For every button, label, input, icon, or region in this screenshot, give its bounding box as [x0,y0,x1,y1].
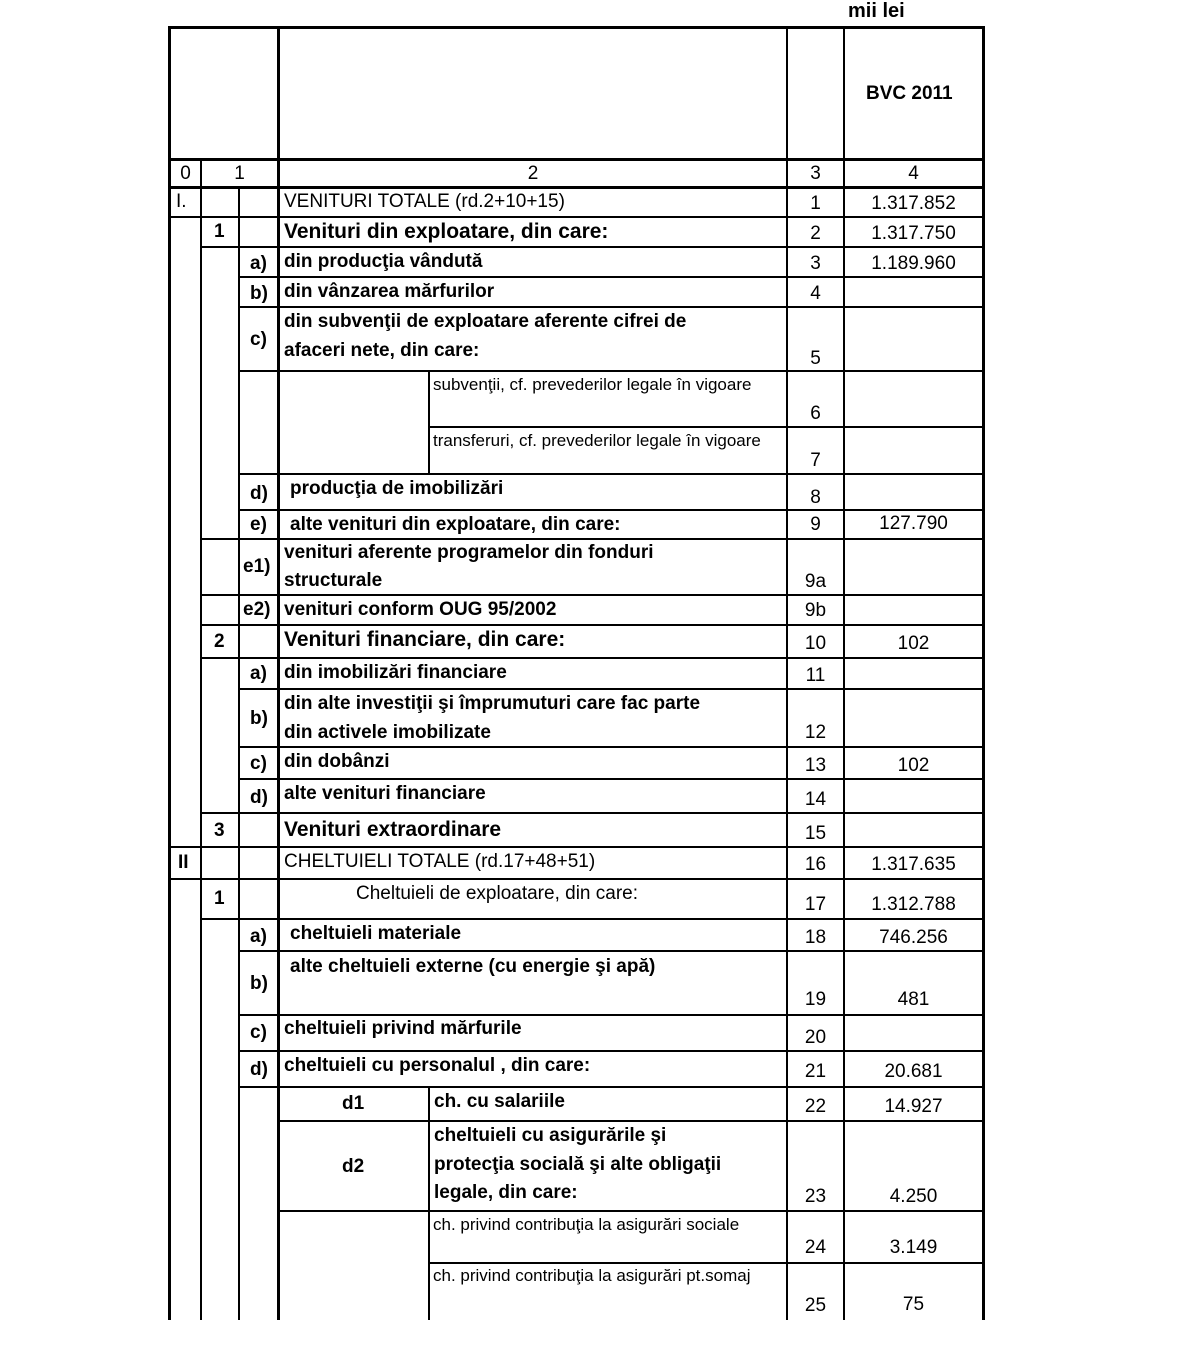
row-label: structurale [284,570,383,591]
header-num-3: 3 [810,163,821,184]
row-label: producţia de imobilizări [290,478,504,499]
row-index: 1 [214,221,225,242]
row-label: transferuri, cf. prevederilor legale în vigoare [433,431,761,450]
row-value: 127.790 [879,513,948,534]
col-line-sub1 [428,372,430,474]
col-line-c [277,26,280,1320]
row-nr: 9 [810,514,821,535]
row-sub-index: d1 [342,1093,365,1114]
row-value: 481 [897,989,930,1010]
row-label: din activele imobilizate [284,722,491,743]
row-line [200,812,984,814]
header-num-1: 1 [234,163,245,184]
row-letter: c) [250,753,267,774]
row-value: 1.189.960 [871,253,956,274]
row-label: cheltuieli materiale [290,923,462,944]
row-letter: a) [250,663,267,684]
row-label: din dobânzi [284,751,390,772]
row-letter: b) [250,708,268,729]
row-letter: a) [250,926,267,947]
row-label: din alte investiţii şi împrumuturi care fac parte [284,693,701,714]
row-label: ch. privind contribuţia la asigurări pt.somaj [433,1266,751,1285]
row-letter: d) [250,483,268,504]
row-label: subvenţii, cf. prevederilor legale în vigoare [433,375,752,394]
row-label: ch. privind contribuţia la asigurări sociale [433,1215,740,1234]
row-nr: 2 [810,223,821,244]
row-nr: 17 [804,894,827,915]
row-value: 746.256 [879,927,948,948]
row-nr: 25 [804,1295,827,1316]
row-nr: 6 [810,403,821,424]
row-value: 4.250 [889,1186,938,1207]
row-nr: 8 [810,487,821,508]
row-index: 1 [214,888,225,909]
row-nr: 16 [804,854,827,875]
row-letter: c) [250,1022,267,1043]
col-line-b [238,188,240,1320]
row-label: din subvenţii de exploatare aferente cifrei de [284,311,687,332]
row-letter: c) [250,329,267,350]
row-nr: 1 [810,193,821,214]
row-label: VENITURI TOTALE (rd.2+10+15) [284,191,565,212]
row-label: Venituri extraordinare [284,818,502,841]
row-label: Venituri financiare, din care: [284,628,566,651]
row-nr: 13 [804,755,827,776]
row-nr: 15 [804,823,827,844]
row-label: Venituri din exploatare, din care: [284,220,609,243]
row-letter: d) [250,787,268,808]
row-index: 2 [214,631,225,652]
row-nr: 11 [805,665,826,686]
row-label: venituri conform OUG 95/2002 [284,599,557,620]
row-letter: a) [250,253,267,274]
row-label: ch. cu salariile [434,1091,565,1112]
row-label: alte venituri din exploatare, din care: [290,514,621,535]
row-label: afaceri nete, din care: [284,340,480,361]
row-nr: 22 [804,1096,827,1117]
row-nr: 20 [804,1027,827,1048]
row-nr: 12 [804,722,827,743]
row-nr: 7 [810,450,821,471]
row-index: 3 [214,820,225,841]
row-label: legale, din care: [434,1182,578,1203]
row-sub-index: d2 [342,1156,365,1177]
row-value: 3.149 [889,1237,938,1258]
row-nr: 5 [810,348,821,369]
row-value: 75 [902,1294,925,1315]
row-label: din producţia vândută [284,251,483,272]
table-border-left [168,26,171,1320]
row-value: 1.317.635 [871,854,956,875]
row-value: 1.317.852 [871,193,956,214]
row-letter: e2) [243,599,271,620]
header-num-2: 2 [527,163,539,184]
row-nr: 19 [804,989,827,1010]
row-line [238,1086,984,1088]
row-nr: 10 [804,633,827,654]
row-label: protecţia socială şi alte obligaţii [434,1154,722,1175]
row-nr: 9b [804,600,827,621]
row-letter: e) [250,514,267,535]
col-line-sub2 [428,1088,430,1320]
row-letter: d) [250,1059,268,1080]
header-num-4: 4 [908,163,919,184]
row-label: din imobilizări financiare [284,662,507,683]
row-letter: e1) [243,556,271,577]
row-label: CHELTUIELI TOTALE (rd.17+48+51) [284,851,596,872]
row-roman: II [178,852,189,873]
row-label: cheltuieli cu asigurările şi [434,1125,667,1146]
col-line-a [200,160,202,1320]
row-value: 102 [897,755,930,776]
row-letter: b) [250,973,268,994]
row-nr: 3 [810,253,821,274]
row-label: venituri aferente programelor din fonduri [284,542,654,563]
row-value: 1.317.750 [871,223,956,244]
row-label: Cheltuieli de exploatare, din care: [356,883,639,904]
row-nr: 23 [804,1186,827,1207]
row-value: 14.927 [884,1096,943,1117]
row-roman: I. [176,191,187,212]
row-nr: 9a [804,571,827,592]
row-value: 1.312.788 [871,894,956,915]
row-value: 20.681 [884,1061,943,1082]
row-label: alte cheltuieli externe (cu energie şi apă) [290,956,656,977]
row-letter: b) [250,283,268,304]
row-label: alte venituri financiare [284,783,486,804]
row-nr: 14 [804,789,827,810]
row-nr: 18 [804,927,827,948]
row-label: cheltuieli cu personalul , din care: [284,1055,591,1076]
header-num-0: 0 [180,163,191,184]
row-nr: 4 [810,283,821,304]
table-border-right [982,26,985,1320]
row-value: 102 [897,633,930,654]
table-border-top [168,26,984,29]
row-nr: 21 [804,1061,827,1082]
row-label: din vânzarea mărfurilor [284,281,495,302]
row-label: cheltuieli privind mărfurile [284,1018,522,1039]
header-bvc: BVC 2011 [866,83,953,104]
unit-label: mii lei [848,0,905,22]
row-nr: 24 [804,1237,827,1258]
